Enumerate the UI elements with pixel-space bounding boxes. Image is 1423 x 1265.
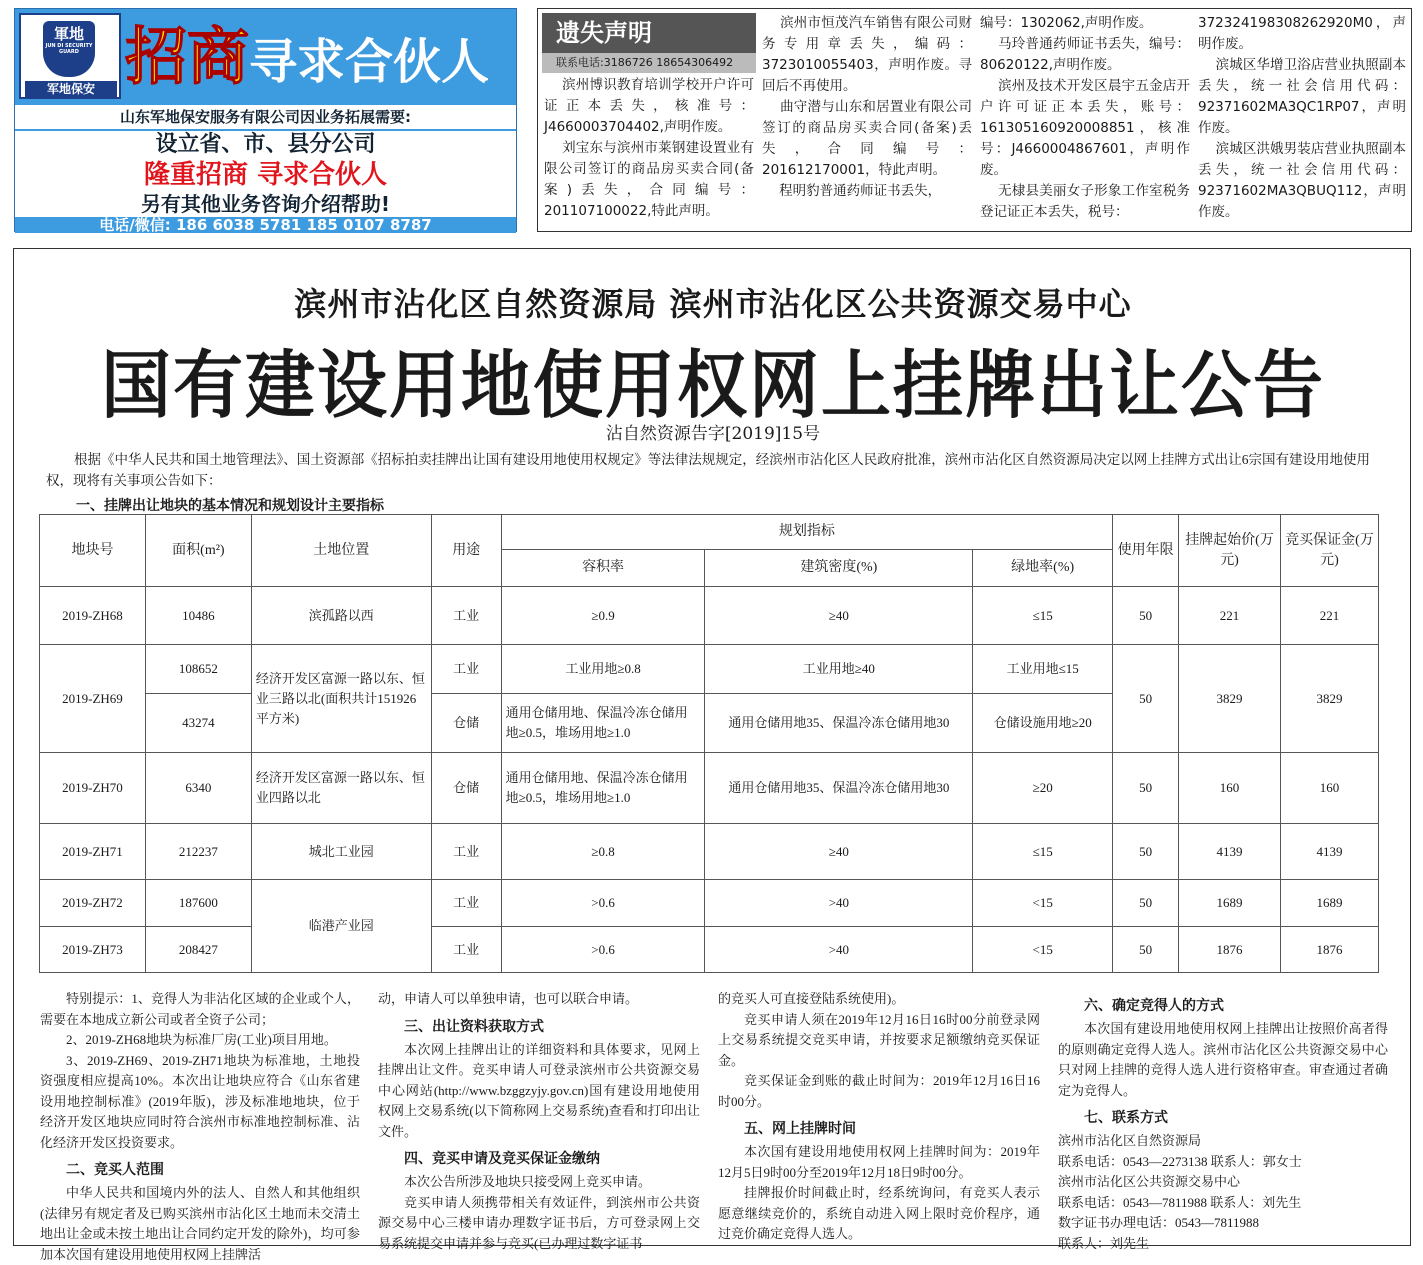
- cell-use: 工业: [431, 645, 501, 694]
- cell-deposit: 1876: [1280, 927, 1378, 973]
- lost-col-1: 滨州博识教育培训学校开户许可证正本丢失，核准号：J4660003704402,声明作废。 刘宝东与滨州市莱钢建设置业有限公司签订的商品房买卖合同(备案)丢失，合同编号：201107100022,特此声明。: [544, 77, 755, 219]
- intro-paragraph: 根据《中华人民共和国土地管理法》、国土资源部《招标拍卖挂牌出让国有建设用地使用权规定》等法律法规规定，经滨州市沾化区人民政府批准，滨州市沾化区自然资源局决定以网上挂牌方式出让6宗国有建设用地使用权，现将有关事项公告如下：: [46, 452, 1370, 488]
- header-green: 绿地率(%): [973, 550, 1113, 587]
- text-column-2: [378, 989, 700, 1254]
- table-row: [40, 880, 1379, 927]
- cell-area: 208427: [145, 927, 251, 973]
- cell-far: ≥0.9: [501, 587, 705, 645]
- cell-use: 仓储: [431, 753, 501, 824]
- cell-parcel: 2019-ZH71: [40, 824, 146, 880]
- header-location: 土地位置: [251, 515, 431, 587]
- continued-text: 动，申请人可以单独申请，也可以联合申请。: [378, 991, 639, 1006]
- header-far: 容积率: [501, 550, 705, 587]
- lost-heading: 遗失声明: [542, 13, 756, 53]
- section-5-heading: 五、网上挂牌时间: [744, 1121, 856, 1137]
- section-2-text: 中华人民共和国境内外的法人、自然人和其他组织(法律另有规定者及已购买滨州市沾化区土地而未交清土地出让金或未按土地出让合同约定开发的除外)，均可参加本次国有建设用地使用权网上挂牌活: [40, 1185, 360, 1262]
- special-tip-3: 3、2019-ZH69、2019-ZH71地块为标准地，土地投资强度相应提高10%。本次出让地块应符合《山东省建设用地控制标准》(2019年版)，涉及标准地地块，位于经济开发区地块应同时符合滨州市标准地控制标准、沾化经济开发区投资要求。: [40, 1052, 360, 1150]
- cell-parcel: 2019-ZH72: [40, 880, 146, 927]
- cell-deposit: 4139: [1280, 824, 1378, 880]
- issuing-org: 滨州市沾化区自然资源局 滨州市沾化区公共资源交易中心: [294, 285, 1132, 323]
- cell-years: 50: [1113, 753, 1179, 824]
- continued-text: 的竞买人可直接登陆系统使用)。: [718, 991, 905, 1006]
- cell-parcel: 2019-ZH68: [40, 587, 146, 645]
- section-6-text: 本次国有建设用地使用权网上挂牌出让按照价高者得的原则确定竞得人选人。滨州市沾化区公共资源交易中心只对网上挂牌的竞得人选人进行资格审查。审查通过者确定为竞得人。: [1058, 1021, 1388, 1098]
- table-row: [40, 824, 1379, 880]
- ad-line-4: 另有其他业务咨询介绍帮助!: [15, 191, 516, 217]
- cell-price: 3829: [1179, 645, 1281, 753]
- section-5-text: 本次国有建设用地使用权网上挂牌时间为：2019年12月5日9时00分至2019年12月18日9时00分。: [718, 1144, 1040, 1180]
- land-notice: [13, 248, 1411, 1262]
- cell-area: 212237: [145, 824, 251, 880]
- cell-density: 通用仓储用地35、保温冷冻仓储用地30: [705, 694, 973, 753]
- recruitment-ad: [14, 8, 517, 232]
- section-1-heading: 一、挂牌出让地块的基本情况和规划设计主要指标: [76, 498, 384, 514]
- header-price: 挂牌起始价(万元): [1179, 515, 1281, 587]
- cell-price: 160: [1179, 753, 1281, 824]
- ad-line-2: 设立省、市、县分公司: [15, 131, 516, 159]
- table-row: [40, 753, 1379, 824]
- notice-title: 国有建设用地使用权网上挂牌出让公告: [101, 342, 1325, 429]
- cell-years: 50: [1113, 880, 1179, 927]
- cell-density: ≥40: [705, 824, 973, 880]
- cell-years: 50: [1113, 587, 1179, 645]
- section-3-text: 本次网上挂牌出让的详细资料和具体要求，见网上挂牌出让文件。竞买申请人可登录滨州市公共资源交易中心网站(http://www.bzggzyjy.gov.cn)国有建设用地使用权网上交易系统(以下简称网上交易系统)查看和打印出让文件。: [378, 1041, 700, 1139]
- cell-far: 工业用地≥0.8: [501, 645, 705, 694]
- section-4-text-c: 竞买申请人须在2019年12月16日16时00分前登录网上交易系统提交竞买申请，并按要求足额缴纳竞买保证金。: [718, 1011, 1040, 1068]
- cell-price: 4139: [1179, 824, 1281, 880]
- cell-price: 1876: [1179, 927, 1281, 973]
- cell-use: 工业: [431, 927, 501, 973]
- special-tip-2: 2、2019-ZH68地块为标准厂房(工业)项目用地。: [66, 1032, 337, 1047]
- cell-green: <15: [973, 927, 1113, 973]
- header-parcel: 地块号: [40, 515, 146, 587]
- contact-org-1: 滨州市沾化区自然资源局: [1058, 1133, 1202, 1148]
- cell-density: 工业用地≥40: [705, 645, 973, 694]
- header-years: 使用年限: [1113, 515, 1179, 587]
- ad-headline: 招商寻求合伙人: [125, 20, 490, 93]
- cell-deposit: 160: [1280, 753, 1378, 824]
- cell-parcel: 2019-ZH73: [40, 927, 146, 973]
- lost-notices: [537, 8, 1412, 232]
- certificate-contact: 联系人：刘先生: [1058, 1235, 1150, 1251]
- cell-green: ≤15: [973, 587, 1113, 645]
- special-tip: 特别提示：1、竞得人为非沾化区域的企业或个人，需要在本地成立新公司或者全资子公司；: [40, 991, 360, 1027]
- ad-phone: 电话/微信: 186 6038 5781 185 0107 8787: [15, 217, 516, 233]
- text-column-3: [718, 989, 1040, 1245]
- cell-use: 工业: [431, 824, 501, 880]
- cell-green: 工业用地≤15: [973, 645, 1113, 694]
- section-4-text-a: 本次公告所涉及地块只接受网上竞买申请。: [404, 1174, 652, 1189]
- cell-years: 50: [1113, 824, 1179, 880]
- header-deposit: 竞买保证金(万元): [1280, 515, 1378, 587]
- document-number: 沾自然资源告字[2019]15号: [605, 424, 821, 444]
- cell-far: 通用仓储用地、保温冷冻仓储用地≥0.5，堆场用地≥1.0: [501, 753, 705, 824]
- section-4-text-d: 竞买保证金到账的截止时间为：2019年12月16日16时00分。: [718, 1073, 1040, 1109]
- header-area: 面积(m²): [145, 515, 251, 587]
- cell-location: 滨孤路以西: [251, 587, 431, 645]
- cell-years: 50: [1113, 927, 1179, 973]
- table-row: [40, 927, 1379, 973]
- ad-line-3: 隆重招商 寻求合伙人: [15, 159, 516, 191]
- cell-price: 1689: [1179, 880, 1281, 927]
- text-column-4: [1058, 989, 1388, 1254]
- cell-use: 工业: [431, 587, 501, 645]
- cell-area: 108652: [145, 645, 251, 694]
- section-4-text-b: 竞买申请人须携带相关有效证件，到滨州市公共资源交易中心三楼申请办理数字证书后，方可登录网上交易系统提交申请并参与竞买(已办理过数字证书: [378, 1194, 700, 1251]
- cell-density: >40: [705, 880, 973, 927]
- cell-green: <15: [973, 880, 1113, 927]
- lost-col-2: 滨州市恒茂汽车销售有限公司财务专用章丢失，编码：3723010055403，声明作废。寻回后不再使用。 曲守潜与山东和居置业有限公司签订的商品房买卖合同(备案)丢失，合同编号：201612170001，特此声明。 程明豹普通药师证书丢失，: [762, 15, 973, 199]
- cell-far: 通用仓储用地、保温冷冻仓储用地≥0.5，堆场用地≥1.0: [501, 694, 705, 753]
- cell-years: 50: [1113, 645, 1179, 753]
- cell-parcel: 2019-ZH69: [40, 645, 146, 753]
- contact-phone-1: 联系电话：0543—2273138 联系人：郭女士: [1058, 1153, 1302, 1169]
- ad-line-1: 山东军地保安服务有限公司因业务拓展需要:: [15, 105, 516, 129]
- cell-deposit: 221: [1280, 587, 1378, 645]
- cell-density: >40: [705, 927, 973, 973]
- header-plan: 规划指标: [501, 515, 1112, 550]
- cell-area: 10486: [145, 587, 251, 645]
- cell-deposit: 1689: [1280, 880, 1378, 927]
- lost-contact: 联系电话:3186726 18654306492: [542, 53, 756, 73]
- text-column-1: [40, 989, 360, 1265]
- land-parcel-table: [39, 514, 1379, 973]
- cell-area: 6340: [145, 753, 251, 824]
- cell-green: 仓储设施用地≥20: [973, 694, 1113, 753]
- section-2-heading: 二、竞买人范围: [66, 1162, 164, 1178]
- section-5-text-b: 挂牌报价时间截止时，经系统询问，有竞买人表示愿意继续竞价的，系统自动进入网上限时竞价程序，通过竞价确定竞得人选人。: [718, 1185, 1040, 1241]
- cell-area: 43274: [145, 694, 251, 753]
- contact-org-2: 滨州市沾化区公共资源交易中心: [1058, 1174, 1241, 1189]
- table-row: [40, 645, 1379, 694]
- table-row: [40, 587, 1379, 645]
- cell-far: >0.6: [501, 880, 705, 927]
- section-6-heading: 六、确定竞得人的方式: [1084, 998, 1224, 1014]
- certificate-phone: 数字证书办理电话：0543—7811988: [1058, 1215, 1260, 1230]
- cell-location: 城北工业园: [251, 824, 431, 880]
- cell-location: 经济开发区富源一路以东、恒业四路以北: [251, 753, 431, 824]
- contact-phone-2: 联系电话：0543—7811988 联系人：刘先生: [1058, 1194, 1302, 1210]
- logo-text: 军地保安: [25, 81, 117, 97]
- header-density: 建筑密度(%): [705, 550, 973, 587]
- lost-col-3: 编号：1302062,声明作废。 马玲普通药师证书丢失，编号：80620122,声明作废。 滨州及技术开发区晨宇五金店开户许可证正本丢失，账号：161305160920008851，核准号：J4660004867601，声明作废。 无棣县美丽女子形象工作室税务登记证正本丢失，税号：: [980, 15, 1191, 220]
- cell-far: ≥0.8: [501, 824, 705, 880]
- section-4-heading: 四、竞买申请及竞买保证金缴纳: [404, 1151, 600, 1167]
- cell-density: ≥40: [705, 587, 973, 645]
- cell-area: 187600: [145, 880, 251, 927]
- cell-density: 通用仓储用地35、保温冷冻仓储用地30: [705, 753, 973, 824]
- cell-green: ≥20: [973, 753, 1113, 824]
- cell-location: 经济开发区富源一路以东、恒业三路以北(面积共计151926平方米): [251, 645, 431, 753]
- cell-use: 仓储: [431, 694, 501, 753]
- shield-icon: 軍地 JUN DI SECURITY GUARD: [43, 21, 95, 77]
- section-7-heading: 七、联系方式: [1084, 1110, 1168, 1126]
- section-3-heading: 三、出让资料获取方式: [404, 1018, 544, 1035]
- company-logo: [19, 13, 121, 99]
- cell-use: 工业: [431, 880, 501, 927]
- lost-col-4: 372324198308262920M0，声明作废。 滨城区华增卫浴店营业执照副本丢失，统一社会信用代码：92371602MA3QC1RP07，声明作废。 滨城区洪娥男装店营业执照副本丢失，统一社会信用代码：92371602MA3QBUQ112，声明作废。: [1198, 15, 1407, 220]
- cell-parcel: 2019-ZH70: [40, 753, 146, 824]
- header-use: 用途: [431, 515, 501, 587]
- cell-far: >0.6: [501, 927, 705, 973]
- cell-price: 221: [1179, 587, 1281, 645]
- cell-green: ≤15: [973, 824, 1113, 880]
- cell-deposit: 3829: [1280, 645, 1378, 753]
- cell-location: 临港产业园: [251, 880, 431, 973]
